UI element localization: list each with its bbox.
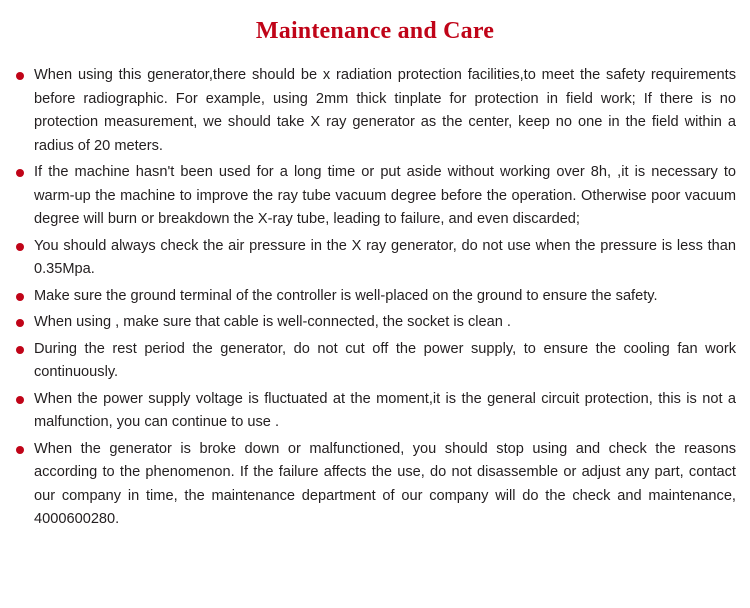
list-item (14, 64, 736, 158)
maintenance-list (0, 64, 750, 532)
list-item (14, 161, 736, 232)
page-title: Maintenance and Care (255, 18, 495, 44)
bullet-icon (16, 346, 24, 354)
bullet-icon (16, 72, 24, 80)
list-item-text: When using this generator,there should be x radiation protection facilities,to meet the safety requirements before radiographic. For example, using 2mm thick tinplate for protection in field work; If there is no protection measurement, we should take X ray generator as the center, keep no one in the field within a radius of 20 meters. (34, 67, 736, 154)
list-item (14, 285, 736, 309)
bullet-icon (16, 169, 24, 177)
document-page (0, 16, 750, 608)
list-item (14, 235, 736, 282)
list-item (14, 338, 736, 385)
list-item (14, 438, 736, 532)
list-item (14, 388, 736, 435)
bullet-icon (16, 293, 24, 301)
list-item-text: You should always check the air pressure in the X ray generator, do not use when the pressure is less than 0.35Mpa. (34, 237, 736, 277)
list-item-text: During the rest period the generator, do not cut off the power supply, to ensure the cooling fan work continuously. (34, 340, 736, 380)
list-item-text: When the power supply voltage is fluctuated at the moment,it is the general circuit protection, this is not a malfunction, you can continue to use . (34, 390, 736, 430)
list-item-text: If the machine hasn't been used for a long time or put aside without working over 8h, ,it is necessary to warm-up the machine to improve the ray tube vacuum degree before the operation. Otherwise poor vacuum degree will burn or breakdown the X-ray tube, leading to failure, and even discarded; (34, 164, 736, 227)
list-item-text: Make sure the ground terminal of the controller is well-placed on the ground to ensure the safety. (34, 287, 658, 304)
list-item-text: When the generator is broke down or malfunctioned, you should stop using and check the reasons according to the phenomenon. If the failure affects the use, do not disassemble or adjust any part, contact our company in time, the maintenance department of our company will do the check and maintenance, 4000600280. (34, 440, 736, 527)
bullet-icon (16, 243, 24, 251)
list-item-text: When using , make sure that cable is well-connected, the socket is clean . (34, 314, 511, 330)
bullet-icon (16, 396, 24, 404)
list-item (14, 311, 736, 335)
bullet-icon (16, 446, 24, 454)
bullet-icon (16, 319, 24, 327)
